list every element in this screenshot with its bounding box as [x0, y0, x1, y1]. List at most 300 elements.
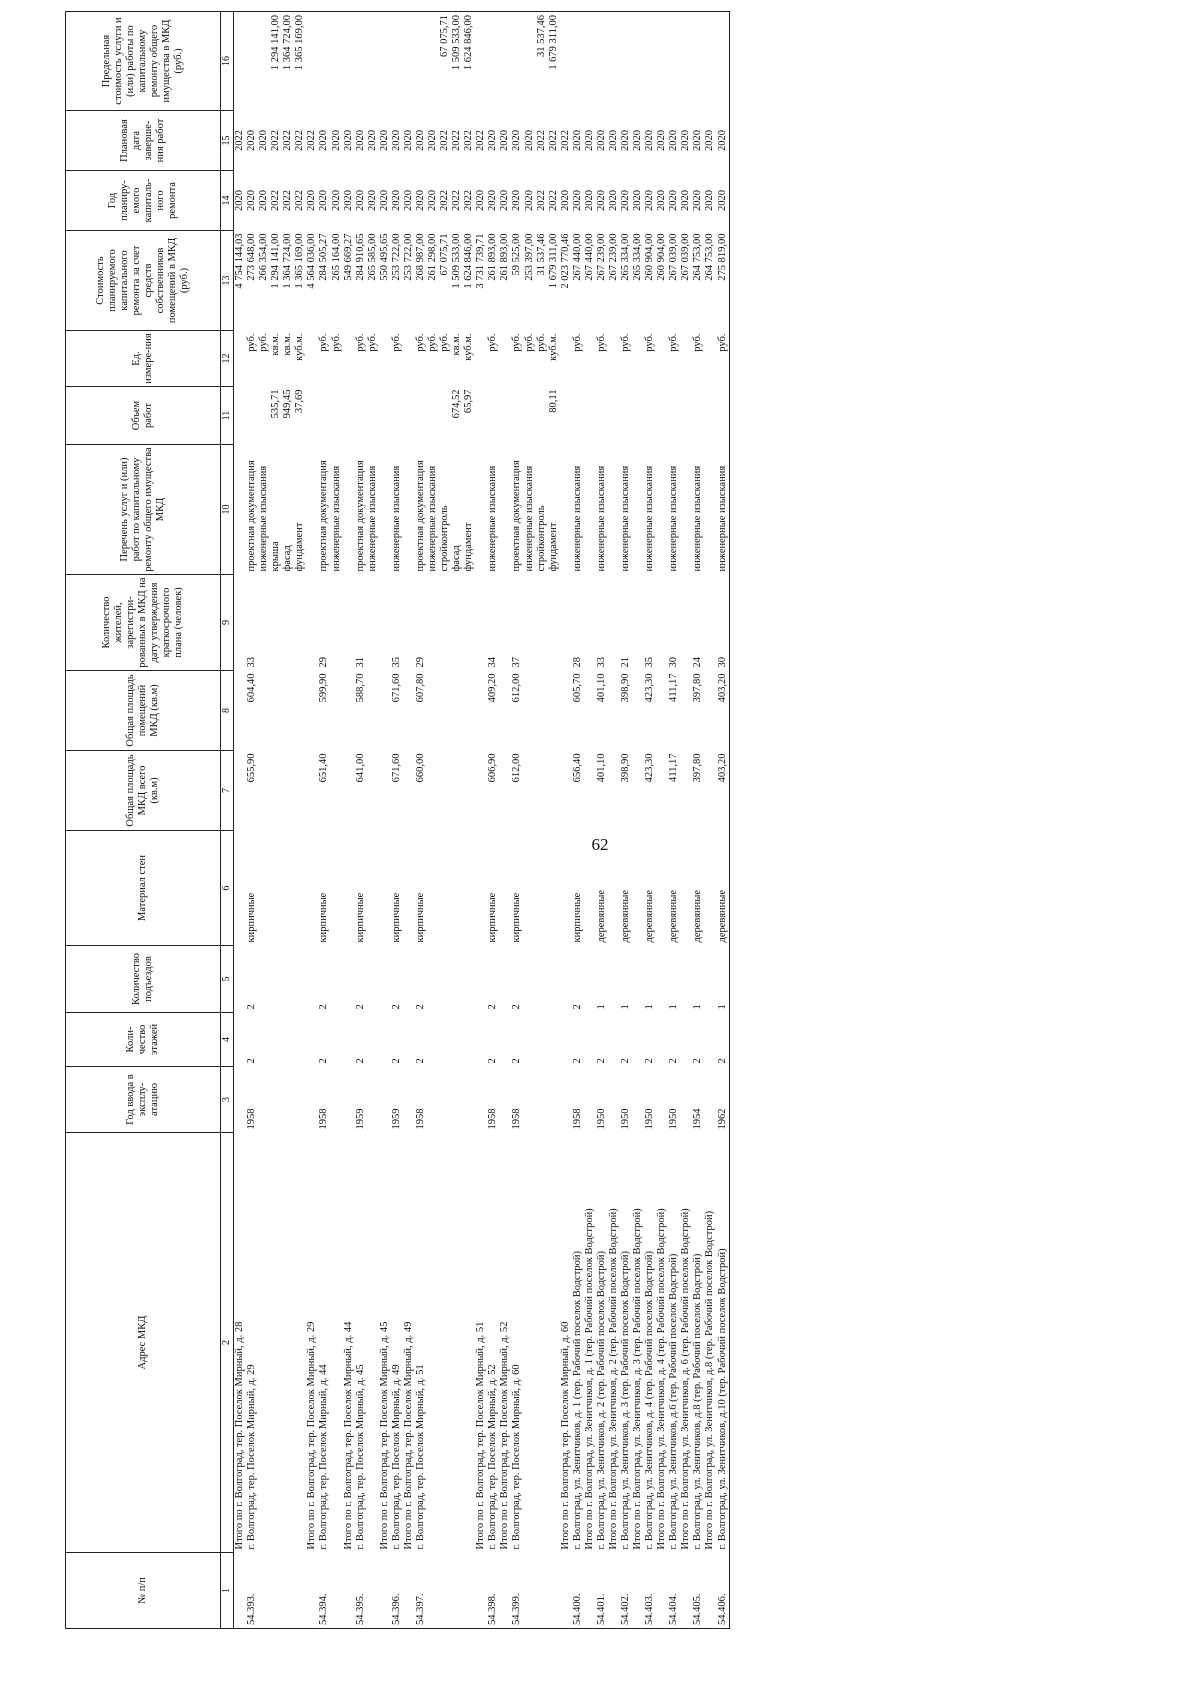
- table-cell-col5: [439, 946, 451, 1013]
- table-cell-col8: [463, 671, 475, 751]
- table-cell-col15: 2020: [366, 130, 378, 151]
- table-cell-col6: [475, 831, 487, 946]
- table-cell-col4: [584, 1013, 596, 1067]
- table-cell-col14: 2020: [330, 190, 342, 211]
- table-cell-col14: 2020: [620, 190, 631, 211]
- table-cell-col10: инженерные изыскания: [668, 465, 680, 572]
- table-cell-col15: 2020: [318, 130, 330, 151]
- table-cell-col15: 2022: [451, 130, 463, 151]
- table-cell-col8: [306, 671, 318, 751]
- table-cell-col11: [680, 387, 692, 445]
- table-cell-col11: [331, 387, 343, 445]
- table-cell-col16: 67 075,71: [439, 12, 451, 111]
- table-cell-col8: [680, 671, 692, 751]
- table-cell-col7: [608, 751, 620, 831]
- table-cell-col8: 423,30: [644, 673, 656, 703]
- table-cell-col15: 2022: [282, 130, 294, 151]
- table-row: [451, 12, 463, 1629]
- table-cell-col12: руб.: [668, 333, 680, 352]
- table-cell-col4: [680, 1013, 692, 1067]
- table-cell-col5: 2: [511, 1004, 523, 1010]
- table-cell-col15: 2020: [571, 130, 583, 151]
- table-cell-col5: [234, 946, 247, 1013]
- table-cell-col13: 265 164,00: [330, 233, 342, 281]
- table-cell-col2: г. Волгоград, ул. Зенитчиков, д. 1 (тер. Рабочий поселок Водстрой): [571, 1250, 583, 1550]
- table-cell-col9: 35: [390, 657, 402, 668]
- table-cell-col14: 2022: [535, 190, 547, 211]
- table-cell-col7: 397,80: [692, 753, 704, 783]
- table-cell-col6: [258, 831, 270, 946]
- table-cell-col3: [403, 1067, 415, 1133]
- table-cell-col11: 80,11: [547, 389, 559, 413]
- table-cell-col15: 2020: [607, 130, 619, 151]
- table-cell-col4: [608, 1013, 620, 1067]
- table-cell-col14: 2020: [390, 190, 402, 211]
- table-cell-col4: [560, 1013, 572, 1067]
- table-cell-col10: инженерные изыскания: [523, 465, 535, 572]
- header-cell: Предельная стоимость услуги и (или) работы по капитальному ремонту общего имущества в МКД (руб.): [66, 12, 221, 111]
- table-cell-col1: 54.404.: [668, 1553, 680, 1629]
- table-cell-col12: руб.: [535, 333, 547, 352]
- table-cell-col13: 267 440,00: [583, 233, 595, 281]
- table-cell-col6: [439, 831, 451, 946]
- table-cell-col5: [306, 946, 318, 1013]
- table-cell-col11: [717, 387, 730, 445]
- table-cell-col12: руб.: [571, 333, 583, 352]
- table-cell-col4: [499, 1013, 511, 1067]
- table-cell-col4: 2: [246, 1058, 258, 1064]
- table-cell-col4: [282, 1013, 294, 1067]
- table-cell-col16: 1 679 311,00: [548, 12, 560, 111]
- table-row: [246, 12, 258, 1629]
- table-cell-col10: проектная документация: [246, 460, 258, 572]
- table-cell-col12: куб.м.: [463, 333, 475, 361]
- table-cell-col8: [282, 671, 294, 751]
- table-cell-col10: инженерные изыскания: [487, 465, 499, 572]
- table-cell-col12: руб.: [511, 333, 523, 352]
- table-cell-col16: [632, 12, 644, 111]
- table-cell-col11: [487, 387, 499, 445]
- table-cell-col13: 1 509 533,00: [451, 233, 463, 289]
- column-number: 8: [221, 671, 234, 751]
- table-cell-col7: 651,40: [318, 753, 330, 783]
- table-cell-col3: [343, 1067, 355, 1133]
- table-cell-col8: [560, 671, 572, 751]
- table-cell-col12: руб.: [717, 331, 730, 387]
- table-cell-col8: 588,70: [354, 673, 366, 703]
- table-cell-col5: [499, 946, 511, 1013]
- table-cell-col9: [524, 575, 536, 671]
- table-cell-col14: 2020: [559, 190, 571, 211]
- table-cell-col16: [644, 12, 656, 111]
- table-cell-col10: [632, 445, 644, 575]
- table-cell-col14: 2020: [378, 190, 390, 211]
- table-row: [391, 12, 403, 1629]
- table-cell-col6: [294, 831, 306, 946]
- table-cell-col6: деревянные: [668, 889, 680, 943]
- table-cell-col7: 398,90: [620, 753, 631, 783]
- table-cell-col9: [475, 575, 487, 671]
- table-cell-col5: 1: [644, 1004, 656, 1010]
- table-cell-col1: 54.406.: [717, 1553, 730, 1629]
- table-cell-col5: [536, 946, 548, 1013]
- table-cell-col15: 2022: [270, 130, 282, 151]
- table-row: [343, 12, 355, 1629]
- header-cell: № п/п: [66, 1553, 221, 1629]
- table-cell-col8: [536, 671, 548, 751]
- table-cell-col1: [548, 1553, 560, 1629]
- table-cell-col13: 267 239,00: [595, 233, 607, 281]
- header-cell: Количество жителей, зарегистри-рованных в МКД на дату утверждения краткосрочного плана (человек): [66, 575, 221, 671]
- table-cell-col4: 2: [414, 1058, 426, 1064]
- table-cell-col1: [451, 1553, 463, 1629]
- table-cell-col3: [536, 1067, 548, 1133]
- table-cell-col13: 275 819,00: [717, 231, 730, 331]
- table-cell-col3: 1958: [571, 1108, 583, 1130]
- table-cell-col7: [282, 751, 294, 831]
- table-cell-col4: [331, 1013, 343, 1067]
- table-cell-col10: [560, 445, 572, 575]
- table-cell-col8: 599,90: [318, 673, 330, 703]
- table-cell-col5: [270, 946, 282, 1013]
- table-cell-col9: [608, 575, 620, 671]
- table-cell-col9: [258, 575, 270, 671]
- table-cell-col4: [294, 1013, 306, 1067]
- table-cell-col14: 2020: [704, 190, 716, 211]
- table-cell-col13: 261 298,00: [427, 233, 438, 281]
- table-cell-col16: [560, 12, 572, 111]
- table-cell-col7: 655,90: [246, 753, 258, 783]
- table-cell-col1: [379, 1553, 391, 1629]
- table-cell-col5: 1: [595, 1004, 607, 1010]
- table-cell-col14: 2020: [632, 190, 644, 211]
- table-cell-col7: [560, 751, 572, 831]
- table-cell-col3: 1950: [620, 1108, 631, 1130]
- table-cell-col1: [560, 1553, 572, 1629]
- table-cell-col7: 671,60: [390, 753, 402, 783]
- table-cell-col2: [439, 1133, 451, 1553]
- header-cell: Общая площадь МКД всего (кв.м): [66, 751, 221, 831]
- table-cell-col1: [282, 1553, 294, 1629]
- table-cell-col4: [536, 1013, 548, 1067]
- table-cell-col15: 2020: [511, 130, 523, 151]
- table-cell-col2: г. Волгоград, ул. Зенитчиков, д. 4 (тер. Рабочий поселок Водстрой): [644, 1250, 656, 1550]
- table-cell-col11: [511, 387, 523, 445]
- table-cell-col2: [367, 1133, 379, 1553]
- table-cell-col15: 2022: [439, 130, 451, 151]
- table-cell-col4: [439, 1013, 451, 1067]
- table-cell-col1: [306, 1553, 318, 1629]
- table-cell-col12: [499, 331, 511, 387]
- table-cell-col8: 403,20: [717, 671, 730, 751]
- table-cell-col10: [704, 445, 716, 575]
- table-cell-col13: 266 354,00: [258, 233, 270, 281]
- table-cell-col11: 949,45: [282, 389, 294, 419]
- table-cell-col2: Итого по г. Волгоград, тер. Поселок Мирный, д. 49: [402, 1321, 414, 1550]
- column-number: 12: [221, 331, 234, 387]
- table-cell-col5: [524, 946, 536, 1013]
- table-cell-col2: [427, 1133, 439, 1553]
- table-cell-col5: [608, 946, 620, 1013]
- table-cell-col12: кв.м.: [451, 333, 463, 356]
- table-cell-col9: [403, 575, 415, 671]
- table-cell-col8: [331, 671, 343, 751]
- table-cell-col11: [391, 387, 403, 445]
- table-row: [270, 12, 282, 1629]
- table-row: [499, 12, 511, 1629]
- table-cell-col5: 1: [620, 1004, 631, 1010]
- table-cell-col10: [234, 445, 247, 575]
- table-cell-col4: 2: [668, 1058, 680, 1064]
- table-row: [524, 12, 536, 1629]
- table-cell-col1: [234, 1553, 247, 1629]
- table-cell-col9: [680, 575, 692, 671]
- header-cell: Стоимость планируемого капитального ремонта за счет средств собственников помещений в МКД (руб.): [66, 231, 221, 331]
- table-cell-col11: [656, 387, 668, 445]
- table-cell-col7: [656, 751, 668, 831]
- table-cell-col9: [234, 575, 247, 671]
- table-cell-col8: [258, 671, 270, 751]
- table-cell-col4: 2: [511, 1058, 523, 1064]
- table-cell-col14: 2020: [402, 190, 414, 211]
- table-cell-col3: 1958: [246, 1108, 258, 1130]
- table-cell-col13: 253 722,00: [390, 233, 402, 281]
- table-body: [234, 12, 730, 1629]
- table-cell-col16: 1 624 846,00: [463, 12, 475, 111]
- table-cell-col4: 2: [318, 1058, 330, 1064]
- table-cell-col2: [536, 1133, 548, 1553]
- table-cell-col6: [656, 831, 668, 946]
- table-cell-col6: деревянные: [620, 889, 631, 943]
- table-cell-col12: руб.: [644, 333, 656, 352]
- table-cell-col3: [294, 1067, 306, 1133]
- table-cell-col1: 54.397.: [415, 1553, 427, 1629]
- table-cell-col9: [499, 575, 511, 671]
- table-cell-col9: 31: [354, 657, 366, 668]
- table-cell-col14: 2020: [511, 190, 523, 211]
- table-cell-col13: 264 753,00: [692, 233, 704, 281]
- table-cell-col3: 1959: [354, 1108, 366, 1130]
- table-cell-col3: [560, 1067, 572, 1133]
- table-cell-col6: [282, 831, 294, 946]
- table-row: [717, 12, 730, 1629]
- table-cell-col10: [306, 445, 318, 575]
- table-cell-col16: [524, 12, 536, 111]
- table-cell-col5: [343, 946, 355, 1013]
- table-cell-col13: 1 294 141,00: [270, 233, 282, 289]
- table-cell-col11: [475, 387, 487, 445]
- table-row: [475, 12, 487, 1629]
- table-cell-col6: кирпичные: [571, 892, 583, 943]
- table-cell-col3: [632, 1067, 644, 1133]
- table-row: [403, 12, 415, 1629]
- table-cell-col11: [560, 387, 572, 445]
- table-cell-col11: [536, 387, 548, 445]
- table-cell-col10: фундамент: [547, 522, 559, 572]
- table-cell-col6: [704, 831, 716, 946]
- table-cell-col16: [572, 12, 584, 111]
- table-cell-col15: 2020: [342, 130, 354, 151]
- table-cell-col13: 4 564 036,00: [306, 233, 318, 289]
- table-row: [234, 12, 247, 1629]
- table-cell-col15: 2020: [523, 130, 535, 151]
- table-cell-col12: руб.: [439, 333, 451, 352]
- table-cell-col1: 54.393.: [246, 1553, 258, 1629]
- table-cell-col10: фундамент: [463, 522, 475, 572]
- table-cell-col11: [596, 387, 608, 445]
- table-cell-col11: [343, 387, 355, 445]
- table-cell-col5: 2: [414, 1004, 426, 1010]
- table-cell-col8: 397,80: [692, 673, 704, 703]
- table-cell-col2: г. Волгоград, тер. Поселок Мирный, д. 29: [246, 1364, 258, 1550]
- table-cell-col8: [439, 671, 451, 751]
- table-cell-col13: 253 722,00: [402, 233, 414, 281]
- table-cell-col1: [343, 1553, 355, 1629]
- table-cell-col4: 2: [390, 1058, 402, 1064]
- table-cell-col13: 264 753,00: [704, 233, 716, 281]
- table-cell-col14: 2020: [246, 190, 258, 211]
- table-cell-col11: 37,69: [294, 389, 306, 414]
- header-cell: Адрес МКД: [66, 1133, 221, 1553]
- table-cell-col4: 2: [620, 1058, 631, 1064]
- table-cell-col2: [524, 1133, 536, 1553]
- table-cell-col9: [331, 575, 343, 671]
- table-cell-col15: 2020: [680, 130, 692, 151]
- capital-repair-table: [65, 11, 730, 1629]
- table-cell-col16: [584, 12, 596, 111]
- table-cell-col16: [331, 12, 343, 111]
- table-cell-col9: 37: [511, 657, 523, 668]
- table-cell-col11: [439, 387, 451, 445]
- table-cell-col2: Итого по г. Волгоград, ул. Зенитчиков, д. 3 (тер. Рабочий поселок Водстрой): [632, 1208, 644, 1550]
- table-cell-col11: [644, 387, 656, 445]
- table-cell-col11: [415, 387, 427, 445]
- header-cell: Материал стен: [66, 831, 221, 946]
- table-cell-col12: руб.: [354, 333, 366, 352]
- column-number: 5: [221, 946, 234, 1013]
- table-cell-col1: [294, 1553, 306, 1629]
- table-cell-col6: [632, 831, 644, 946]
- table-cell-col8: [367, 671, 379, 751]
- table-cell-col3: [656, 1067, 668, 1133]
- table-cell-col13: 267 039,00: [668, 233, 680, 281]
- table-cell-col5: [548, 946, 560, 1013]
- table-cell-col14: 2020: [717, 171, 730, 231]
- table-cell-col13: 1 679 311,00: [547, 233, 559, 289]
- table-cell-col3: [451, 1067, 463, 1133]
- table-cell-col10: [379, 445, 391, 575]
- table-cell-col8: 398,90: [620, 673, 631, 703]
- table-cell-col4: 2: [571, 1058, 583, 1064]
- table-cell-col1: [331, 1553, 343, 1629]
- table-cell-col15: 2020: [704, 130, 716, 151]
- table-cell-col10: крыша: [270, 541, 282, 572]
- table-cell-col12: руб.: [692, 333, 704, 352]
- table-cell-col16: 1 294 141,00: [270, 12, 282, 111]
- table-cell-col12: [656, 331, 668, 387]
- table-cell-col11: [692, 387, 704, 445]
- table-row: [584, 12, 596, 1629]
- table-cell-col3: [463, 1067, 475, 1133]
- table-cell-col9: 24: [692, 657, 704, 668]
- table-cell-col12: руб.: [330, 333, 342, 352]
- table-cell-col10: фасад: [282, 545, 294, 572]
- table-cell-col8: [294, 671, 306, 751]
- table-cell-col8: [656, 671, 668, 751]
- table-cell-col7: [548, 751, 560, 831]
- table-cell-col7: [343, 751, 355, 831]
- table-cell-col15: 2020: [583, 130, 595, 151]
- table-cell-col13: 273 648,00: [246, 233, 258, 281]
- table-row: [620, 12, 632, 1629]
- table-cell-col1: [427, 1553, 439, 1629]
- table-cell-col10: [656, 445, 668, 575]
- table-cell-col7: 423,30: [644, 753, 656, 783]
- table-cell-col10: стройконтроль: [439, 505, 451, 572]
- table-cell-col7: 612,00: [511, 753, 523, 783]
- table-cell-col3: [524, 1067, 536, 1133]
- table-cell-col3: [608, 1067, 620, 1133]
- table-cell-col14: 2022: [463, 190, 475, 211]
- table-cell-col8: [234, 671, 247, 751]
- table-cell-col7: [258, 751, 270, 831]
- table-cell-col13: 67 075,71: [439, 233, 451, 276]
- table-cell-col11: [499, 387, 511, 445]
- table-cell-col6: деревянные: [692, 889, 704, 943]
- table-cell-col15: 2022: [306, 130, 318, 151]
- table-cell-col5: [451, 946, 463, 1013]
- table-cell-col10: инженерные изыскания: [330, 465, 342, 572]
- table-cell-col7: [234, 751, 247, 831]
- table-cell-col10: инженерные изыскания: [427, 465, 438, 572]
- table-cell-col10: инженерные изыскания: [258, 465, 270, 572]
- column-number: 14: [221, 171, 234, 231]
- table-cell-col16: 1 365 169,00: [294, 12, 306, 111]
- table-cell-col12: [560, 331, 572, 387]
- table-cell-col16: [415, 12, 427, 111]
- table-cell-col14: 2020: [680, 190, 692, 211]
- table-cell-col3: 1958: [511, 1108, 523, 1130]
- table-cell-col14: 2022: [451, 190, 463, 211]
- table-cell-col10: инженерные изыскания: [366, 465, 378, 572]
- table-row: [282, 12, 294, 1629]
- table-cell-col15: 2020: [668, 130, 680, 151]
- table-cell-col16: [379, 12, 391, 111]
- table-cell-col15: 2020: [258, 130, 270, 151]
- table-cell-col8: 411,17: [668, 673, 680, 702]
- table-cell-col12: [475, 331, 487, 387]
- table-cell-col9: [427, 575, 439, 671]
- table-cell-col2: г. Волгоград, тер. Поселок Мирный, д. 49: [390, 1364, 402, 1550]
- table-cell-col11: [367, 387, 379, 445]
- table-cell-col2: Итого по г. Волгоград, ул. Зенитчиков, д.8 (тер. Рабочий поселок Водстрой): [704, 1210, 716, 1550]
- table-cell-col4: [548, 1013, 560, 1067]
- table-cell-col1: [584, 1553, 596, 1629]
- table-cell-col12: [306, 331, 318, 387]
- table-cell-col6: [270, 831, 282, 946]
- column-number: 9: [221, 575, 234, 671]
- table-cell-col8: 401,10: [595, 673, 607, 703]
- table-cell-col14: 2020: [607, 190, 619, 211]
- header-cell: Количество подъездов: [66, 946, 221, 1013]
- table-cell-col13: 4 754 144,03: [234, 233, 245, 289]
- table-cell-col1: 54.396.: [391, 1553, 403, 1629]
- table-cell-col13: 265 585,00: [366, 233, 378, 281]
- column-number-row: [221, 12, 234, 1629]
- table-row: [463, 12, 475, 1629]
- table-cell-col9: [548, 575, 560, 671]
- table-cell-col1: [536, 1553, 548, 1629]
